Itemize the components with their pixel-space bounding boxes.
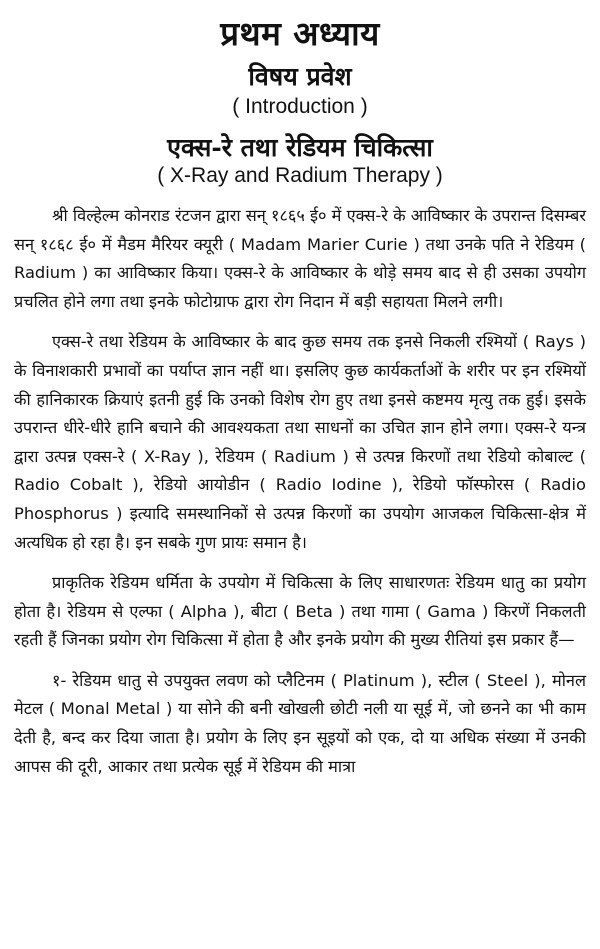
section-title: विषय प्रवेश	[248, 61, 352, 91]
paragraph-4: १- रेडियम धातु से उपयुक्त लवण को प्लैटिनम ( Platinum ), स्टील ( Steel ), मोनल मेटल ( Monal Metal ) या सोने की बनी खोखली छोटी नली या सूई में, जो छनने का भी काम देती है, बन्द कर दिया जाता है। प्रयोग के लिए इन सूइयों को एक, दो या अधिक संख्या में उनकी आपस की दूरी, आकार तथा प्रत्येक सूई में रेडियम की मात्रा	[14, 670, 586, 776]
chapter-title: प्रथम अध्याय	[220, 14, 380, 53]
section-subtitle: ( Introduction )	[232, 94, 368, 118]
paragraph-1: श्री विल्हेल्म कोनराड रंटजन द्वारा सन् १८६५ ई० में एक्स-रे के आविष्कार के उपरान्त दिसम्बर सन् १८६८ ई० में मैडम मैरियर क्यूरी ( Madam Marier Curie ) तथा उनके पति ने रेडियम ( Radium ) का आविष्कार किया। एक्स-रे के आविष्कार के थोड़े समय बाद से ही उसका उपयोग प्रचलित होने लगा तथा इनके फोटोग्राफ द्वारा रोग निदान में बड़ी सहायता मिलने लगी।	[14, 205, 586, 311]
paragraph-3: प्राकृतिक रेडियम धर्मिता के उपयोग में चिकित्सा के लिए साधारणतः रेडियम धातु का प्रयोग होता है। रेडियम से एल्फा ( Alpha ), बीटा ( Beta ) तथा गामा ( Gama ) किरणें निकलती रहती हैं जिनका प्रयोग रोग चिकित्सा में होता है और इनके प्रयोग की मुख्य रीतियां इस प्रकार हैं—	[14, 573, 586, 650]
paragraph-2: एक्स-रे तथा रेडियम के आविष्कार के बाद कुछ समय तक इनसे निकली रश्मियों ( Rays ) के विनाशकारी प्रभावों का पर्याप्त ज्ञान नहीं था। इसलिए कुछ कार्यकर्ताओं के शरीर पर इन रश्मियों की हानिकारक क्रियाएं इतनी हुई कि उनको विशेष रोग हुए तथा इनसे कष्टमय मृत्यु तक हुई। इसके उपरान्त धीरे-धीरे हानि बचाने की आवश्यकता तथा साधनों का उचित ज्ञान होने लगा। एक्स-रे यन्त्र द्वारा उत्पन्न एक्स-रे ( X-Ray ), रेडियम ( Radium ) से उत्पन्न किरणों तथा रेडियो कोबाल्ट ( Radio Cobalt ), रेडियो आयोडीन ( Radio Iodine ), रेडियो फॉस्फोरस ( Radio Phosphorus ) इत्यादि समस्थानिकों से उत्पन्न किरणों का उपयोग आजकल चिकित्सा-क्षेत्र में अत्यधिक हो रहा है। इन सबके गुण प्रायः समान है।	[14, 332, 586, 552]
topic-title: एक्स-रे तथा रेडियम चिकित्सा	[167, 132, 433, 162]
topic-subtitle: ( X-Ray and Radium Therapy )	[157, 163, 443, 187]
